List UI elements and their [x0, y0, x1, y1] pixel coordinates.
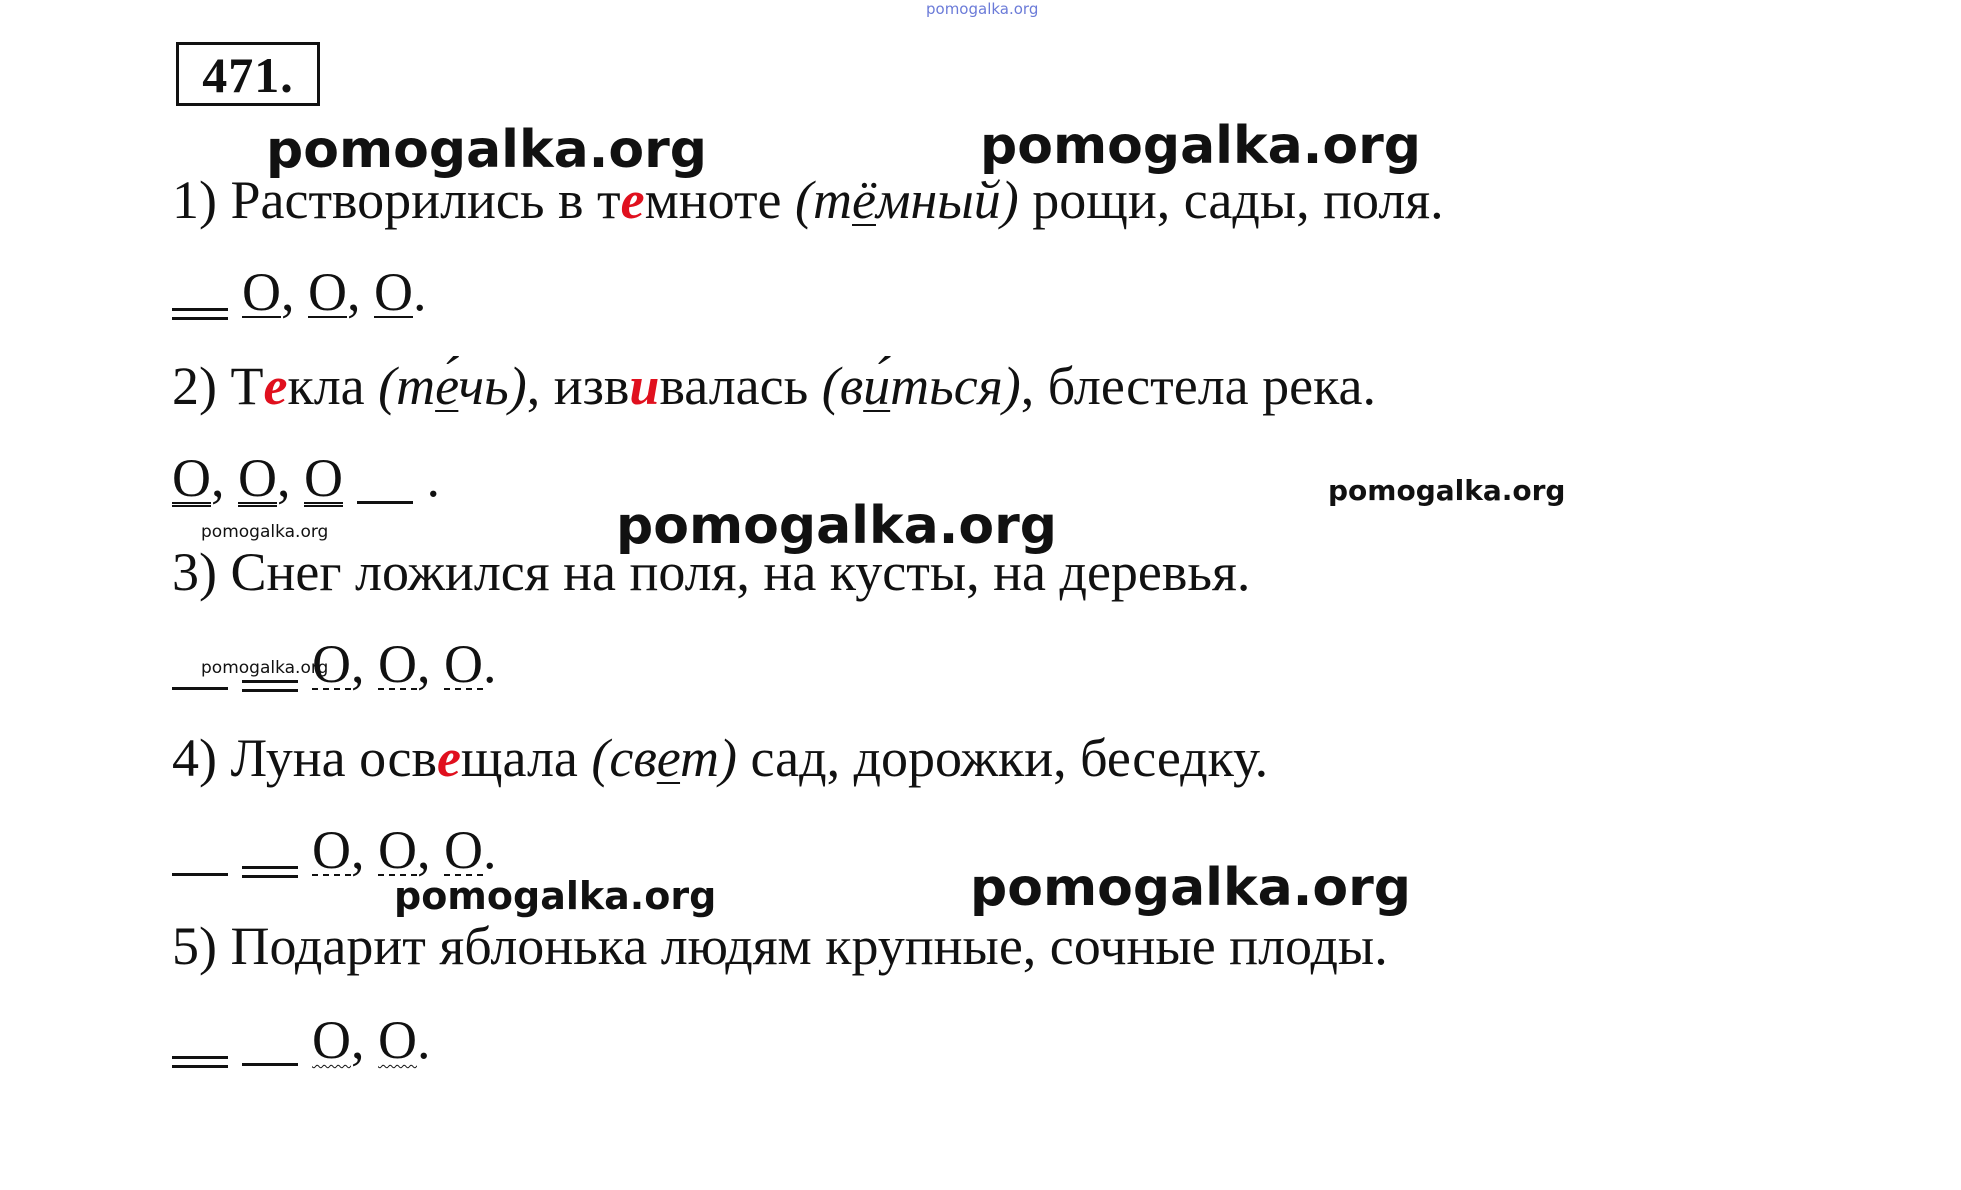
homogeneous-member: О: [444, 820, 483, 880]
predicate-mark: [172, 1056, 228, 1068]
sentence-number: 4): [172, 728, 217, 788]
homogeneous-member: О: [312, 634, 351, 694]
watermark: pomogalka.org: [394, 874, 717, 918]
highlight-letter: е: [620, 170, 645, 230]
highlight-letter: е: [436, 728, 461, 788]
watermark: pomogalka.org: [616, 496, 1058, 556]
predicate-mark: [242, 866, 298, 878]
scheme-4: О, О, О.: [172, 820, 497, 880]
sentence-number: 3): [172, 542, 217, 602]
sentence-text: Растворились в т: [216, 170, 621, 230]
watermark: pomogalka.org: [980, 116, 1422, 176]
sentence-number: 1): [172, 170, 217, 230]
check-word: (те́чь): [378, 356, 527, 416]
watermark: pomogalka.org: [1328, 474, 1566, 507]
subject-mark: [172, 873, 228, 876]
watermark-top: pomogalka.org: [926, 0, 1039, 18]
homogeneous-member: О: [378, 1010, 417, 1070]
watermark: pomogalka.org: [201, 658, 329, 678]
homogeneous-member: О: [378, 634, 417, 694]
sentence-3: [172, 542, 1250, 602]
subject-mark: [172, 687, 228, 690]
sentence-text: Подарит яблонька людям крупные, сочные плоды.: [216, 916, 1388, 976]
sentence-2: 2) Текла (те́чь), извивалась (ви́ться), блестела река.: [172, 356, 1376, 416]
homogeneous-member: О: [308, 262, 347, 322]
sentence-5: [172, 916, 1388, 976]
watermark: pomogalka.org: [266, 120, 708, 180]
watermark: pomogalka.org: [970, 858, 1412, 918]
predicate-mark: [242, 680, 298, 692]
check-word: (свет): [591, 728, 738, 788]
sentence-text: мноте: [644, 170, 796, 230]
homogeneous-member: О: [312, 1010, 351, 1070]
task-number: 471.: [176, 42, 320, 106]
scheme-5: О, О.: [172, 1010, 431, 1070]
watermark: pomogalka.org: [201, 522, 329, 542]
sentence-text: рощи, сады, поля.: [1018, 170, 1444, 230]
homogeneous-member: О: [444, 634, 483, 694]
sentence-text: Снег ложился на поля, на кусты, на деревья.: [216, 542, 1251, 602]
homogeneous-member: О: [312, 820, 351, 880]
highlight-letter: е: [263, 356, 288, 416]
sentence-number: 2): [172, 356, 217, 416]
subject-mark: [242, 1063, 298, 1066]
homogeneous-member: О: [378, 820, 417, 880]
highlight-letter: и: [629, 356, 660, 416]
scheme-1: О, О, О.: [172, 262, 427, 322]
sentence-1: [172, 170, 1444, 230]
predicate-mark: [172, 308, 228, 320]
subject-mark: [357, 501, 413, 504]
homogeneous-member: О: [238, 448, 277, 508]
scheme-2: О, О, О .: [172, 448, 440, 508]
scheme-3: О, О, О.: [172, 634, 497, 694]
sentence-4: 4) Луна освещала (свет) сад, дорожки, беседку.: [172, 728, 1269, 788]
homogeneous-member: О: [304, 448, 343, 508]
homogeneous-member: О: [374, 262, 413, 322]
check-word: (ви́ться): [821, 356, 1021, 416]
check-word: (тёмный): [795, 170, 1019, 230]
homogeneous-member: О: [172, 448, 211, 508]
sentence-number: 5): [172, 916, 217, 976]
homogeneous-member: О: [242, 262, 281, 322]
